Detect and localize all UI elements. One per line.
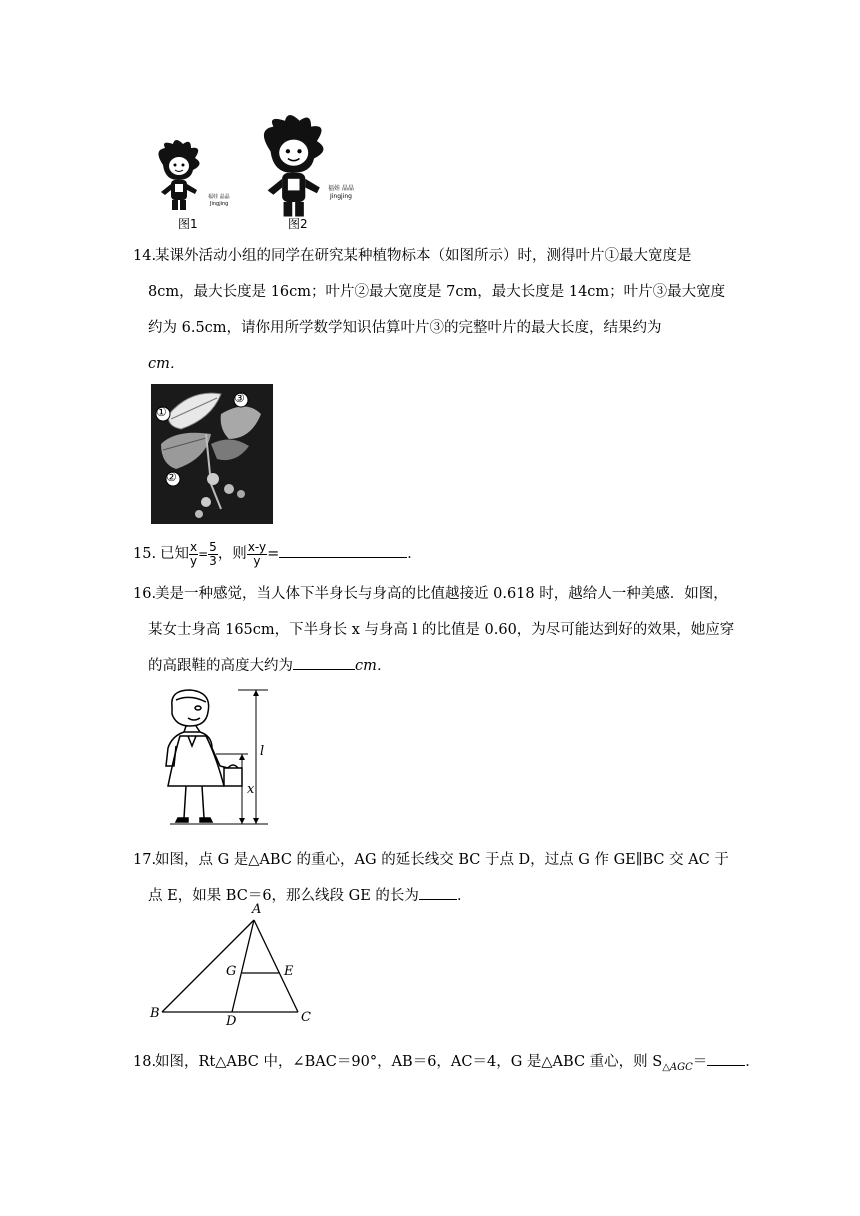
- label-x: x: [247, 782, 255, 797]
- fraction-5-over-3: [208, 541, 218, 568]
- svg-text:Jingjing: Jingjing: [330, 193, 352, 200]
- vertex-label-a: A: [252, 902, 262, 917]
- question-16-unit: cm．: [355, 658, 392, 674]
- fraction-x-minus-y-over-y: [247, 541, 267, 568]
- answer-blank[interactable]: [419, 887, 457, 900]
- label-l: l: [260, 744, 265, 759]
- question-16-line-2: 某女士身高 165cm，下半身长 x 与身高 l 的比值是 0.60，为尽可能达到好的效果，她应穿: [148, 622, 735, 638]
- question-16-line-3: [148, 656, 391, 676]
- woman-height-figure: [150, 686, 272, 830]
- point-label-e: E: [284, 964, 294, 979]
- fraction-denominator: y: [190, 553, 198, 568]
- svg-text:Jingjing: Jingjing: [210, 201, 229, 207]
- question-17-line-1: 如图，点 G 是△ABC 的重心，AG 的延长线交 BC 于点 D，过点 G 作 GE∥BC 交 AC 于: [155, 852, 729, 868]
- question-18-number: 18.: [133, 1054, 157, 1070]
- fraction-denominator: 3: [209, 553, 217, 568]
- question-17-suffix: ．: [456, 888, 472, 904]
- leaf-label-1: ①: [156, 405, 167, 419]
- question-18-line: [155, 1052, 760, 1078]
- question-14-number: 14.: [133, 248, 157, 264]
- leaf-label-3: ③: [234, 391, 245, 405]
- vertex-label-c: C: [301, 1010, 311, 1025]
- question-14-line-4: cm．: [148, 356, 185, 372]
- leaf-specimen-image: [151, 384, 273, 524]
- point-label-d: D: [226, 1014, 237, 1029]
- question-18-text: 如图，Rt△ABC 中，∠BAC＝90°，AB＝6，AC＝4，G 是△ABC 重心，则 S: [155, 1054, 663, 1070]
- figure-1-caption: 图1: [178, 217, 198, 231]
- point-label-g: G: [226, 964, 237, 979]
- fraction-numerator: 5: [209, 539, 217, 554]
- answer-blank[interactable]: [707, 1053, 745, 1066]
- question-16-line-1: 美是一种感觉，当人体下半身长与身高的比值越接近 0.618 时，越给人一种美感．如图，: [155, 586, 728, 602]
- question-16-number: 16.: [133, 586, 157, 602]
- answer-blank[interactable]: [293, 657, 355, 670]
- fraction-denominator: y: [253, 553, 261, 568]
- question-15-suffix: ．: [407, 546, 422, 562]
- equals-sign: =: [267, 546, 280, 562]
- woman-illustration: [150, 686, 272, 830]
- equals-sign: ＝: [692, 1054, 708, 1070]
- svg-text:福娃 晶晶: 福娃 晶晶: [208, 194, 230, 200]
- leaf-specimen-figure: [151, 384, 273, 524]
- question-14-line-3: 约为 6.5cm，请你用所学数学知识估算叶片③的完整叶片的最大长度，结果约为: [148, 320, 662, 336]
- question-14-line-1: 某课外活动小组的同学在研究某种植物标本（如图所示）时，测得叶片①最大宽度是: [155, 248, 692, 264]
- question-15-line: [160, 537, 422, 571]
- question-16-line-3-text: 的高跟鞋的高度大约为: [148, 658, 293, 674]
- question-17-line-2: [148, 886, 471, 906]
- question-17-line-2-text: 点 E，如果 BC＝6，那么线段 GE 的长为: [148, 888, 419, 904]
- answer-blank[interactable]: [279, 545, 407, 558]
- question-17-number: 17.: [133, 852, 157, 868]
- question-15-prefix: 已知: [160, 546, 189, 562]
- equals-sign: =: [198, 547, 209, 561]
- vertex-label-b: B: [150, 1006, 160, 1021]
- area-subscript: △AGC: [662, 1061, 693, 1073]
- leaf-label-2: ②: [166, 470, 177, 484]
- question-15-mid: ，则: [217, 546, 247, 562]
- question-18-suffix: ．: [745, 1054, 760, 1070]
- svg-text:福娃 晶晶: 福娃 晶晶: [328, 185, 354, 192]
- fraction-numerator: x-y: [247, 539, 267, 554]
- figure-2-caption: 图2: [288, 217, 308, 231]
- triangle-figure: [148, 902, 318, 1032]
- mascot-illustration: [148, 110, 370, 232]
- fraction-x-over-y: [189, 541, 198, 568]
- question-15-number: 15.: [133, 546, 157, 562]
- question-14-line-2: 8cm，最大长度是 16cm；叶片②最大宽度是 7cm，最大长度是 14cm；叶片③最大宽度: [148, 284, 726, 300]
- fraction-numerator: x: [190, 539, 198, 554]
- mascot-figure: [148, 110, 370, 232]
